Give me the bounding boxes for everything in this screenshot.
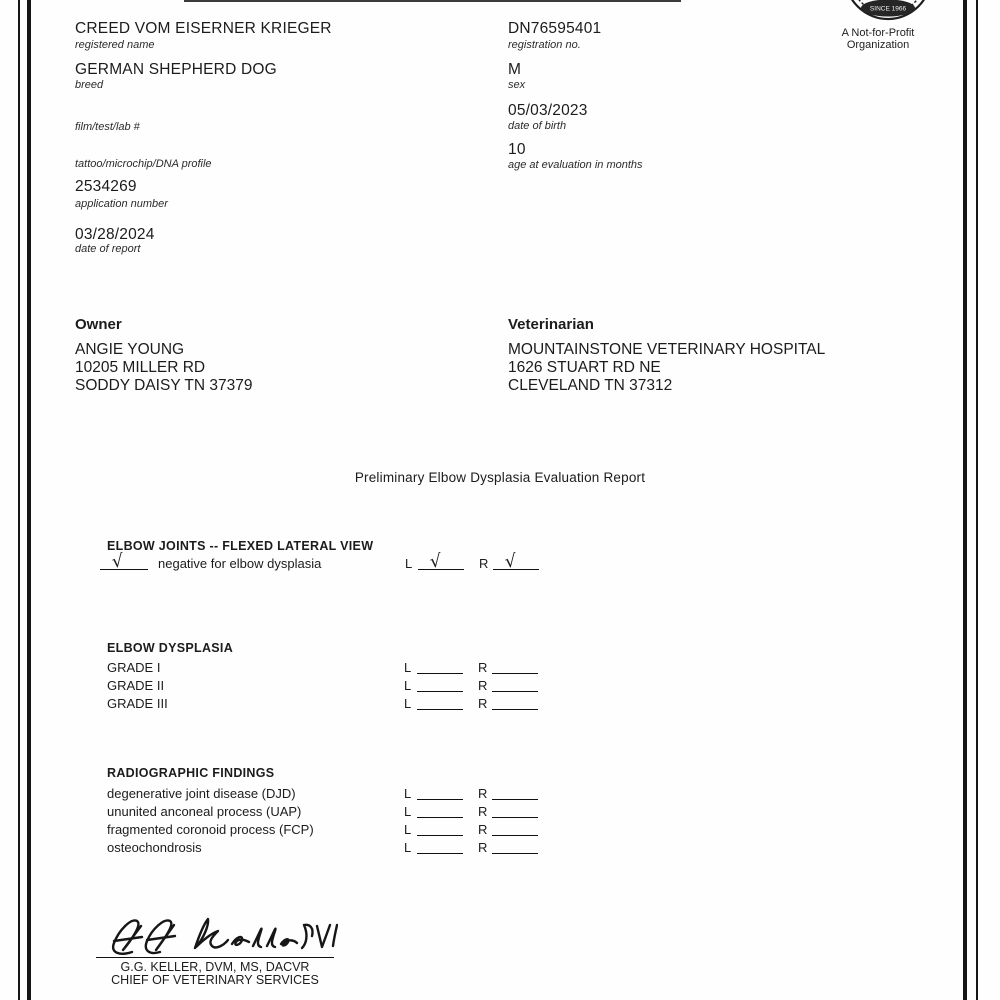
application-number-label: application number bbox=[75, 198, 168, 210]
right-response-line bbox=[492, 796, 538, 800]
djd-row bbox=[107, 785, 543, 801]
left-label: L bbox=[404, 822, 412, 837]
age-at-evaluation-value: 10 bbox=[508, 141, 526, 158]
left-response-line bbox=[417, 688, 463, 692]
uap-row bbox=[107, 803, 543, 819]
sex-value: M bbox=[508, 61, 522, 78]
section-heading-flexed-lateral: ELBOW JOINTS -- FLEXED LATERAL VIEW bbox=[107, 539, 374, 553]
owner-city-state-zip: SODDY DAISY TN 37379 bbox=[75, 377, 253, 394]
left-response-line bbox=[417, 850, 463, 854]
left-response-line bbox=[417, 814, 463, 818]
right-label: R bbox=[478, 804, 488, 819]
right-label: R bbox=[478, 678, 488, 693]
negative-check-line bbox=[100, 550, 148, 573]
org-note-line2: Organization bbox=[846, 38, 910, 51]
right-label: R bbox=[479, 556, 489, 571]
org-note bbox=[828, 28, 928, 51]
row-label: degenerative joint disease (DJD) bbox=[107, 786, 296, 801]
right-label: R bbox=[478, 660, 488, 675]
left-response-line bbox=[417, 832, 463, 836]
row-label: ununited anconeal process (UAP) bbox=[107, 804, 302, 819]
right-response-line bbox=[492, 814, 538, 818]
application-number-value: 2534269 bbox=[75, 178, 137, 195]
check-mark: √ bbox=[110, 550, 125, 573]
right-label: R bbox=[478, 786, 488, 801]
left-label: L bbox=[404, 660, 412, 675]
left-label: L bbox=[404, 696, 412, 711]
date-of-report-value: 03/28/2024 bbox=[75, 226, 155, 243]
left-response-line bbox=[418, 550, 464, 573]
sex-label: sex bbox=[508, 79, 526, 91]
left-label: L bbox=[404, 804, 412, 819]
left-label: L bbox=[405, 556, 413, 571]
row-label: GRADE I bbox=[107, 660, 161, 675]
date-of-report-label: date of report bbox=[75, 243, 141, 255]
veterinarian-city-state-zip: CLEVELAND TN 37312 bbox=[508, 377, 673, 394]
date-of-birth-label: date of birth bbox=[508, 120, 567, 132]
right-outer-border bbox=[976, 0, 978, 1000]
right-response-line bbox=[492, 670, 538, 674]
right-inner-border bbox=[963, 0, 967, 1000]
owner-street: 10205 MILLER RD bbox=[75, 359, 206, 376]
left-response-line bbox=[417, 796, 463, 800]
fcp-row bbox=[107, 821, 543, 837]
signer-title: CHIEF OF VETERINARY SERVICES bbox=[111, 973, 319, 987]
left-response-line bbox=[417, 670, 463, 674]
left-label: L bbox=[404, 786, 412, 801]
left-response-line bbox=[417, 706, 463, 710]
veterinarian-heading: Veterinarian bbox=[508, 316, 594, 333]
left-label: L bbox=[404, 678, 412, 693]
breed-label: breed bbox=[75, 79, 104, 91]
left-outer-border bbox=[18, 0, 20, 1000]
right-label: R bbox=[478, 840, 488, 855]
left-check-mark: √ bbox=[428, 550, 443, 573]
signature-line bbox=[96, 957, 334, 958]
right-response-line bbox=[492, 850, 538, 854]
veterinarian-name: MOUNTAINSTONE VETERINARY HOSPITAL bbox=[508, 341, 826, 358]
ofa-seal-icon bbox=[842, 0, 934, 22]
owner-name: ANGIE YOUNG bbox=[75, 341, 185, 358]
right-response-line bbox=[492, 832, 538, 836]
section-heading-elbow-dysplasia: ELBOW DYSPLASIA bbox=[107, 641, 234, 655]
org-note-line1: A Not-for-Profit bbox=[841, 27, 915, 39]
grade-i-row bbox=[107, 659, 543, 675]
right-response-line bbox=[492, 688, 538, 692]
signature-image bbox=[98, 912, 338, 958]
film-test-lab-label: film/test/lab # bbox=[75, 121, 140, 133]
grade-ii-row bbox=[107, 677, 543, 693]
registration-no-value: DN76595401 bbox=[508, 20, 602, 37]
right-response-line bbox=[492, 706, 538, 710]
flexed-lateral-row bbox=[100, 550, 543, 573]
row-label: GRADE II bbox=[107, 678, 165, 693]
report-title: Preliminary Elbow Dysplasia Evaluation Report bbox=[354, 470, 646, 485]
row-label: GRADE III bbox=[107, 696, 168, 711]
osteochondrosis-row bbox=[107, 839, 543, 855]
owner-heading: Owner bbox=[75, 316, 122, 333]
row-label: fragmented coronoid process (FCP) bbox=[107, 822, 314, 837]
breed-value: GERMAN SHEPHERD DOG bbox=[75, 61, 277, 78]
left-label: L bbox=[404, 840, 412, 855]
left-inner-border bbox=[27, 0, 31, 1000]
veterinarian-street: 1626 STUART RD NE bbox=[508, 359, 661, 376]
right-label: R bbox=[478, 822, 488, 837]
right-response-line bbox=[493, 550, 539, 573]
negative-row-label: negative for elbow dysplasia bbox=[158, 556, 322, 571]
date-of-birth-value: 05/03/2023 bbox=[508, 102, 588, 119]
cropped-header-bar bbox=[184, 0, 681, 2]
right-label: R bbox=[478, 696, 488, 711]
grade-iii-row bbox=[107, 695, 543, 711]
signer-name: G.G. KELLER, DVM, MS, DACVR bbox=[120, 960, 310, 974]
registration-no-label: registration no. bbox=[508, 39, 581, 51]
section-heading-radiographic-findings: RADIOGRAPHIC FINDINGS bbox=[107, 766, 275, 780]
seal-text: SINCE 1966 bbox=[869, 5, 907, 13]
registered-name-value: CREED VOM EISERNER KRIEGER bbox=[75, 20, 332, 37]
registered-name-label: registered name bbox=[75, 39, 155, 51]
row-label: osteochondrosis bbox=[107, 840, 202, 855]
age-at-evaluation-label: age at evaluation in months bbox=[508, 159, 643, 171]
right-check-mark: √ bbox=[503, 550, 518, 573]
tattoo-microchip-label: tattoo/microchip/DNA profile bbox=[75, 158, 212, 170]
